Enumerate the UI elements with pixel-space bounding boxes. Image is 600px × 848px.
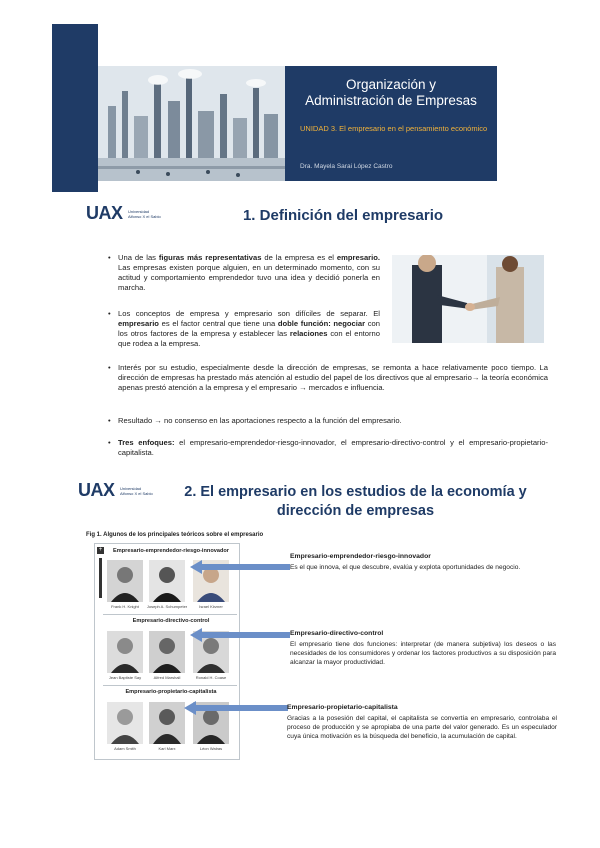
header-side-bar bbox=[52, 24, 98, 192]
unit-title: UNIDAD 3. El empresario en el pensamiento económico bbox=[300, 124, 488, 133]
uax-logo-text: UAX bbox=[86, 203, 123, 223]
bullet-item bbox=[108, 309, 380, 357]
uax-logo bbox=[86, 203, 123, 224]
person-name: Israel Kirzner bbox=[199, 604, 223, 609]
handshake-photo bbox=[392, 255, 544, 343]
person-name: Frank H. Knight bbox=[111, 604, 139, 609]
course-title-line2: Administración de Empresas bbox=[305, 93, 477, 108]
arrow-icon bbox=[190, 560, 290, 574]
arrow-icon bbox=[190, 628, 290, 642]
bullet-text: Los conceptos de empresa y empresario son difíciles de separar. El empresario es el factor central que tiene una doble función: negociar con los otros factores de la empresa y establecer las relaciones con el entorno que rodea a la empresa. bbox=[118, 309, 380, 348]
portrait-say bbox=[107, 631, 143, 673]
category-title: Empresario-directivo-control bbox=[132, 618, 210, 624]
bullet-item bbox=[108, 363, 548, 403]
person-name: Joseph A. Schumpeter bbox=[146, 604, 188, 609]
course-title bbox=[285, 77, 497, 109]
figure-scrollbar[interactable] bbox=[97, 547, 104, 757]
bullet-icon: • bbox=[108, 438, 111, 447]
bullet-icon: • bbox=[108, 253, 111, 262]
bullet-icon: • bbox=[108, 416, 111, 425]
bullet-text: Tres enfoques: el empresario-emprendedor-riesgo-innovador, el empresario-directivo-control y el empresario-propietario-capitalista. bbox=[118, 438, 549, 457]
uax-logo-subtitle-2 bbox=[120, 486, 153, 496]
section2-title bbox=[178, 483, 533, 521]
bullet-item bbox=[108, 438, 548, 460]
section2-title-line2: dirección de empresas bbox=[276, 503, 435, 519]
uax-logo-sub2-2: Alfonso X el Sabio bbox=[120, 491, 153, 496]
industrial-city-illustration bbox=[98, 66, 285, 181]
header-title-panel bbox=[285, 66, 497, 181]
bullet-text: Una de las figuras más representativas de la empresa es el empresario. Las empresas existen porque alguien, en un determinado momento, con su actitud y comportamiento emprendedor tuvo una idea y decidió ponerla en marcha. bbox=[118, 253, 380, 292]
course-title-line1: Organización y bbox=[345, 77, 437, 92]
description-text: Es el que innova, el que descubre, evalúa y explota oportunidades de negocio. bbox=[290, 564, 521, 571]
person-name: Léon Walras bbox=[199, 746, 223, 751]
category-title: Empresario-emprendedor-riesgo-innovador bbox=[113, 548, 229, 554]
description-title: Empresario-emprendedor-riesgo-innovador bbox=[290, 553, 431, 560]
person-name: Alfred Marshall bbox=[153, 675, 181, 680]
category-title: Empresario-propietario-capitalista bbox=[125, 689, 217, 695]
bullet-icon: • bbox=[108, 363, 111, 372]
portrait-knight bbox=[107, 560, 143, 602]
person-name: Karl Marx bbox=[158, 746, 176, 751]
arrows-layer bbox=[180, 550, 300, 720]
uax-logo-sub2: Alfonso X el Sabio bbox=[128, 214, 161, 219]
bullet-icon: • bbox=[108, 309, 111, 318]
section1-title: 1. Definición del empresario bbox=[242, 207, 444, 224]
bullet-text: Interés por su estudio, especialmente desde la dirección de empresas, se remonta a hace relativamente poco tiempo. La dirección de empresas ha prestado más atención al estudio del papel de los directivos que al empresario→ la teoría económica apenas prestó atención a la empresa y el empresario → mercados e influencia. bbox=[118, 363, 548, 392]
bullet-text: Resultado → no consenso en las aportaciones respecto a la función del empresario. bbox=[118, 416, 402, 425]
uax-logo-2 bbox=[78, 480, 115, 501]
scrollbar-thumb[interactable] bbox=[99, 558, 102, 598]
uax-logo-subtitle bbox=[128, 209, 161, 219]
bullet-item bbox=[108, 416, 548, 428]
figure-caption: Fig 1. Algunos de los principales teóricos sobre el empresario bbox=[86, 532, 264, 538]
uax-logo-sub1-2: Universidad bbox=[120, 486, 142, 491]
description-text: Gracias a la posesión del capital, el capitalista se convertía en empresario, controlaba el proceso de producción y se apropiaba de una parte del valor generado. Es un especulador cuya única motivación es la búsqueda del beneficio, la acumulación de capital. bbox=[287, 715, 557, 740]
portrait-smith bbox=[107, 702, 143, 744]
section2-title-line1: 2. El empresario en los estudios de la economía y bbox=[184, 484, 527, 500]
bullet-item bbox=[108, 253, 380, 301]
person-name: Adam Smith bbox=[114, 746, 136, 751]
description-title: Empresario-directivo-control bbox=[290, 630, 384, 637]
description-title: Empresario-propietario-capitalista bbox=[287, 704, 398, 711]
arrow-icon bbox=[184, 701, 288, 715]
person-name: Jean Baptiste Say bbox=[108, 675, 142, 680]
uax-logo-sub1: Universidad bbox=[128, 209, 150, 214]
scrollbar-icon[interactable]: + bbox=[98, 547, 103, 553]
author-name: Dra. Mayela Sarai López Castro bbox=[300, 163, 393, 170]
uax-logo-text-2: UAX bbox=[78, 480, 115, 500]
description-text: El empresario tiene dos funciones: interpretar (de manera subjetiva) los deseos o las necesidades de los consumidores y ordenar los factores productivos a su disposición para alcanzar la mayor productividad. bbox=[290, 641, 556, 666]
person-name: Ronald H. Coase bbox=[195, 675, 227, 680]
